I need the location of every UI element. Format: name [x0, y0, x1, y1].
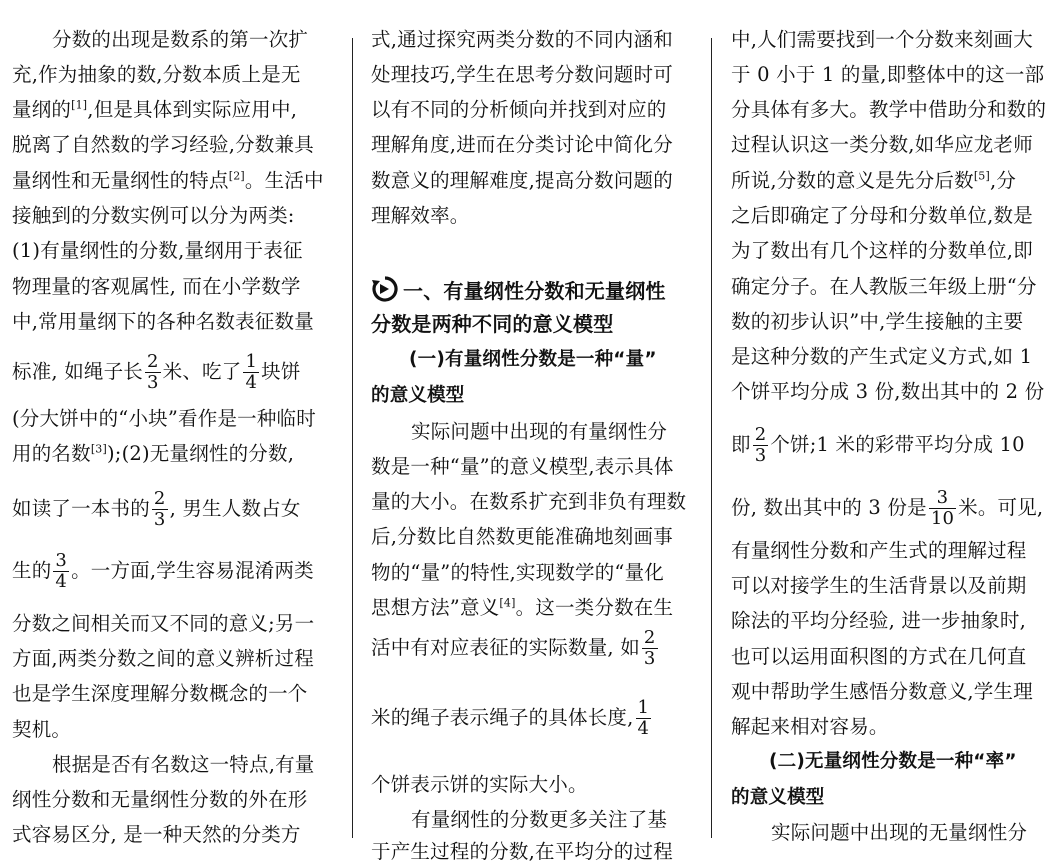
text-line: 量纲的[1],但是具体到实际应用中,: [12, 98, 298, 121]
text-line: 于产生过程的分数,在平均分的过程: [371, 840, 673, 863]
fraction: $\frac{2}{3}$: [153, 488, 166, 530]
text-line: 式容易区分, 是一种天然的分类方: [12, 823, 301, 846]
text-line: 物的“量”的特性,实现数学的“量化: [371, 561, 665, 584]
subsection-heading: 的意义模型: [371, 385, 465, 406]
text-line: 理解效率。: [371, 204, 470, 227]
text-line: 量纲性和无量纲性的特点[2]。生活中: [12, 169, 324, 192]
text-line: (分大饼中的“小块”看作是一种临时: [12, 407, 316, 430]
text-line: 中,人们需要找到一个分数来刻画大: [731, 28, 1033, 51]
fraction: $\frac{2}{3}$: [147, 351, 159, 393]
text-line: 以有不同的分析倾向并找到对应的: [371, 98, 667, 121]
text-line: 解起来相对容易。: [731, 715, 889, 738]
fraction: $\frac{2}{3}$: [754, 424, 767, 466]
text-line: 也是学生深度理解分数概念的一个: [12, 682, 308, 705]
text-line: 契机。: [12, 718, 72, 741]
text-line: 生的 $\frac{3}{4}$ 。一方面,学生容易混淆两类: [12, 550, 314, 592]
text-line: 如读了一本书的 $\frac{2}{3}$ , 男生人数占女: [12, 488, 301, 530]
subsection-heading: (一)有量纲性分数是一种“量”: [409, 349, 657, 370]
text-line: 纲性分数和无量纲性分数的外在形: [12, 788, 308, 811]
section-heading: 一、有量纲性分数和无量纲性: [371, 275, 666, 303]
text-line: 思想方法”意义[4]。这一类分数在生: [371, 596, 674, 619]
citation-ref: [3]: [90, 442, 107, 456]
text-line: 所说,分数的意义是先分后数[5],分: [731, 169, 1017, 192]
section-heading: 分数是两种不同的意义模型: [371, 312, 614, 336]
text-line: 用的名数[3]);(2)无量纲性的分数,: [12, 442, 295, 465]
text-line: 脱离了自然数的学习经验,分数兼具: [12, 133, 314, 156]
text-line: 也可以运用面积图的方式在几何直: [731, 645, 1027, 668]
citation-ref: [5]: [973, 169, 990, 183]
text-line: 有量纲性的分数更多关注了基: [411, 808, 668, 831]
text-line: 于 0 小于 1 的量,即整体中的这一部: [731, 63, 1045, 86]
text-line: 有量纲性分数和产生式的理解过程: [731, 539, 1027, 562]
section-arrow-icon: [371, 275, 399, 303]
text-line: 可以对接学生的生活背景以及前期: [731, 574, 1027, 597]
text-line: 充,作为抽象的数,分数本质上是无: [12, 63, 301, 86]
text-line: 即 $\frac{2}{3}$ 个饼;1 米的彩带平均分成 10: [731, 424, 1025, 466]
text-line: 之后即确定了分母和分数单位,数是: [731, 204, 1033, 227]
text-line: 个饼平均分成 3 份,数出其中的 2 份: [731, 380, 1045, 403]
citation-ref: [4]: [499, 596, 516, 610]
citation-ref: [2]: [228, 169, 245, 183]
text-line: 份, 数出其中的 3 份是 $\frac{3}{10}$ 米。可见,: [731, 487, 1044, 529]
fraction: $\frac{1}{4}$: [637, 697, 650, 739]
text-line: 物理量的客观属性, 而在小学数学: [12, 275, 301, 298]
fraction: $\frac{3}{10}$: [930, 487, 955, 529]
text-line: 后,分数比自然数更能准确地刻画事: [371, 525, 673, 548]
text-line: 数的初步认识”中,学生接触的主要: [731, 310, 1024, 333]
text-line: 标准, 如绳子长 $\frac{2}{3}$ 米、吃了 $\frac{1}{4}$ 块饼: [12, 351, 301, 393]
text-line: 中,常用量纲下的各种名数表征数量: [12, 310, 314, 333]
text-line: 为了数出有几个这样的分数单位,即: [731, 239, 1033, 262]
text-line: 根据是否有名数这一特点,有量: [52, 753, 315, 776]
text-line: 实际问题中出现的无量纲性分: [771, 821, 1028, 844]
text-line: 方面,两类分数之间的意义辨析过程: [12, 647, 314, 670]
text-line: 接触到的分数实例可以分为两类:: [12, 204, 295, 227]
text-line: 处理技巧,学生在思考分数问题时可: [371, 63, 673, 86]
text-line: 数是一种“量”的意义模型,表示具体: [371, 455, 674, 478]
text-line: 确定分子。在人教版三年级上册“分: [731, 275, 1037, 298]
text-line: 数意义的理解难度,提高分数问题的: [371, 169, 673, 192]
subsection-heading: 的意义模型: [731, 787, 825, 808]
text-line: 分具体有多大。教学中借助分和数的: [731, 98, 1047, 121]
text-line: 式,通过探究两类分数的不同内涵和: [371, 28, 673, 51]
text-line: 过程认识这一类分数,如华应龙老师: [731, 133, 1033, 156]
text-line: 米的绳子表示绳子的具体长度, $\frac{1}{4}$: [371, 697, 650, 739]
text-line: 分数的出现是数系的第一次扩: [52, 28, 309, 51]
column-rule-left: [352, 38, 353, 838]
text-line: 量的大小。在数系扩充到非负有理数: [371, 490, 687, 513]
text-line: 分数之间相关而又不同的意义;另一: [12, 612, 315, 635]
subsection-heading: (二)无量纲性分数是一种“率”: [769, 751, 1017, 772]
text-line: 个饼表示饼的实际大小。: [371, 773, 588, 796]
text-line: 是这种分数的产生式定义方式,如 1: [731, 345, 1033, 368]
text-line: 理解角度,进而在分类讨论中简化分: [371, 133, 673, 156]
fraction: $\frac{2}{3}$: [643, 627, 656, 669]
column-rule-right: [711, 38, 712, 838]
text-line: 观中帮助学生感悟分数意义,学生理: [731, 680, 1033, 703]
text-line: 除法的平均分经验, 进一步抽象时,: [731, 609, 1026, 632]
citation-ref: [1]: [71, 98, 88, 112]
text-line: 实际问题中出现的有量纲性分: [411, 420, 668, 443]
text-line: 活中有对应表征的实际数量, 如 $\frac{2}{3}$: [371, 627, 656, 669]
text-line: (1)有量纲性的分数,量纲用于表征: [12, 239, 303, 262]
fraction: $\frac{3}{4}$: [55, 550, 68, 592]
fraction: $\frac{1}{4}$: [245, 351, 258, 393]
